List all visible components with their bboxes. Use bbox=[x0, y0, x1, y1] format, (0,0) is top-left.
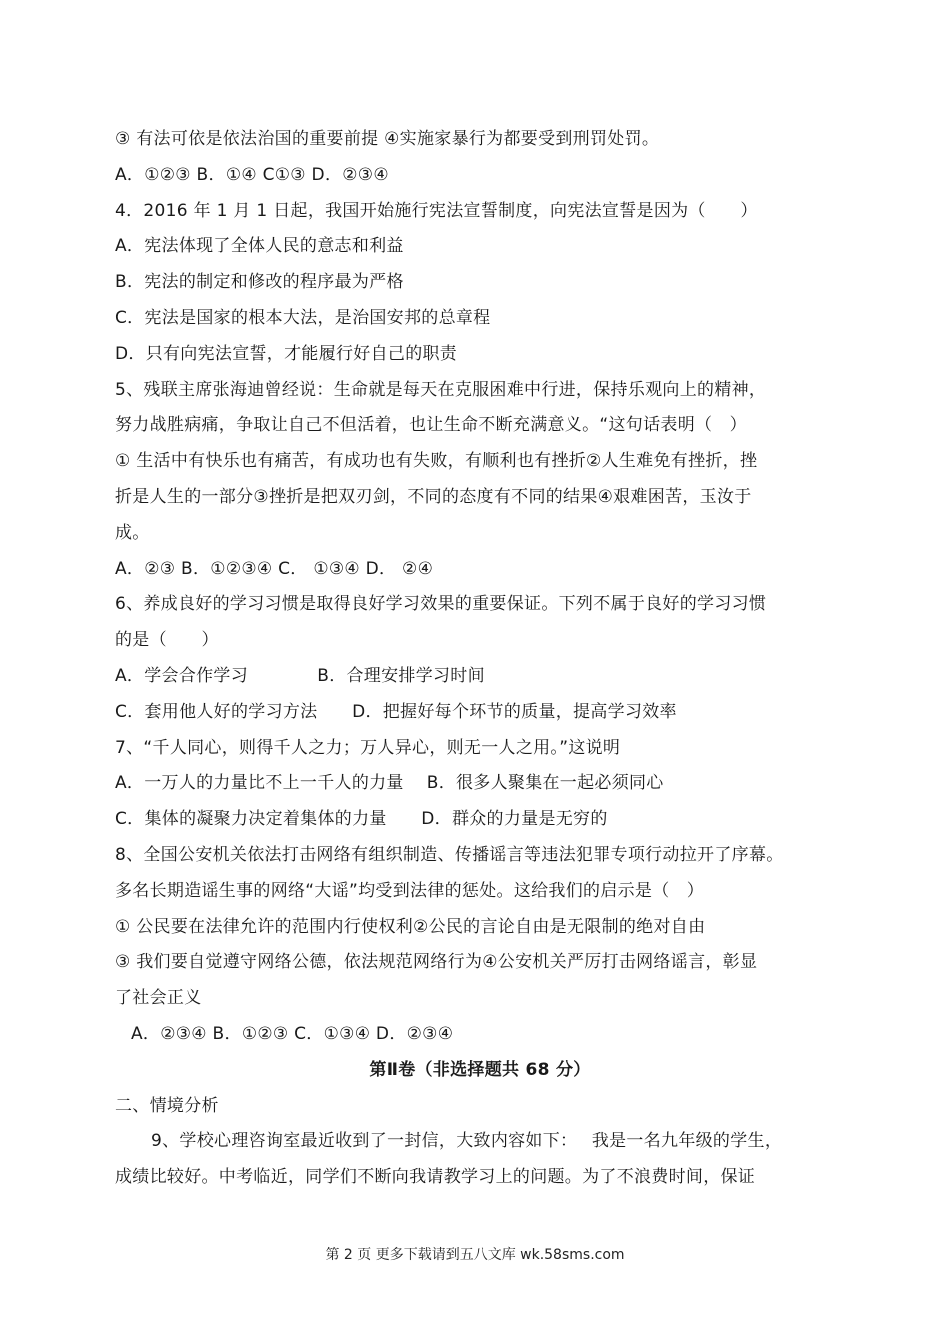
section-heading: 二、情境分析 bbox=[115, 1095, 219, 1116]
option-line: B．宪法的制定和修改的程序最为严格 bbox=[115, 272, 404, 293]
option-line: A．宪法体现了全体人民的意志和利益 bbox=[115, 236, 404, 257]
question-5: 5、残联主席张海迪曾经说：生命就是每天在克服困难中行进，保持乐观向上的精神， bbox=[115, 379, 767, 400]
text-line: 多名长期造谣生事的网络“大谣”均受到法律的惩处。这给我们的启示是（ ） bbox=[115, 880, 705, 901]
text-line: 成绩比较好。中考临近，同学们不断向我请教学习上的问题。为了不浪费时间，保证 bbox=[115, 1167, 756, 1188]
page-footer: 第 2 页 更多下载请到五八文库 wk.58sms.com bbox=[325, 1247, 625, 1263]
question-6: 6、养成良好的学习习惯是取得良好学习效果的重要保证。下列不属于良好的学习习惯 bbox=[115, 594, 767, 615]
text-line: 努力战胜病痛，争取让自己不但活着，也让生命不断充满意义。“这句话表明（ ） bbox=[115, 415, 747, 436]
option-line: C．宪法是国家的根本大法，是治国安邦的总章程 bbox=[115, 307, 491, 328]
section-title: 第Ⅱ卷（非选择题共 68 分） bbox=[369, 1059, 591, 1080]
option-line: C．集体的凝聚力决定着集体的力量 D．群众的力量是无穷的 bbox=[115, 809, 608, 830]
option-line: A．学会合作学习 B．合理安排学习时间 bbox=[115, 665, 485, 686]
text-line: ③ 我们要自觉遵守网络公德，依法规范网络行为④公安机关严厉打击网络谣言，彰显 bbox=[115, 952, 758, 973]
page-content bbox=[115, 122, 845, 1196]
text-line: 了社会正义 bbox=[115, 988, 202, 1009]
option-line: C．套用他人好的学习方法 D．把握好每个环节的质量，提高学习效率 bbox=[115, 701, 677, 722]
question-4: 4．2016 年 1 月 1 日起，我国开始施行宪法宣誓制度，向宪法宣誓是因为（ ） bbox=[115, 200, 758, 221]
text-line: ① 生活中有快乐也有痛苦，有成功也有失败，有顺利也有挫折②人生难免有挫折，挫 bbox=[115, 451, 758, 472]
option-line: A．②③④ B．①②③ C．①③④ D．②③④ bbox=[131, 1023, 454, 1044]
text-line: ① 公民要在法律允许的范围内行使权利②公民的言论自由是无限制的绝对自由 bbox=[115, 916, 706, 937]
text-line: ③ 有法可依是依法治国的重要前提 ④实施家暴行为都要受到刑罚处罚。 bbox=[115, 129, 660, 149]
question-8: 8、全国公安机关依法打击网络有组织制造、传播谣言等违法犯罪专项行动拉开了序幕。 bbox=[115, 844, 784, 865]
option-line: A．②③ B．①②③④ C． ①③④ D． ②④ bbox=[115, 558, 434, 579]
question-7: 7、“千人同心，则得千人之力；万人异心，则无一人之用。”这说明 bbox=[115, 737, 621, 758]
text-line: 成。 bbox=[115, 522, 150, 543]
question-9: 9、学校心理咨询室最近收到了一封信，大致内容如下： 我是一名九年级的学生， bbox=[151, 1131, 783, 1152]
text-line: 的是（ ） bbox=[115, 630, 219, 651]
text-line: 折是人生的一部分③挫折是把双刃剑，不同的态度有不同的结果④艰难困苦，玉汝于 bbox=[115, 486, 752, 507]
option-line: D．只有向宪法宣誓，才能履行好自己的职责 bbox=[115, 343, 458, 364]
option-line: A．一万人的力量比不上一千人的力量 B．很多人聚集在一起必须同心 bbox=[115, 773, 664, 794]
text-line: A．①②③ B．①④ C①③ D．②③④ bbox=[115, 164, 389, 185]
